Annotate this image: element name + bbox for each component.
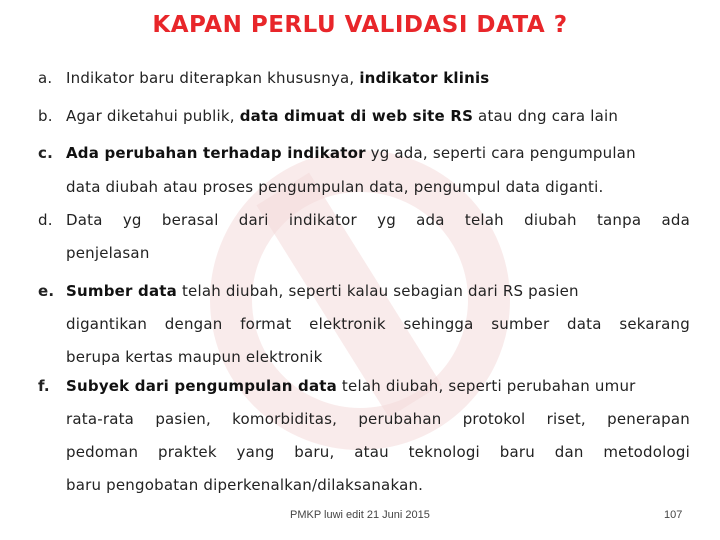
list-item-d — [38, 210, 690, 263]
item-text: telah diubah, seperti perubahan umur — [336, 377, 636, 395]
item-bold-text: Subyek dari pengumpulan data — [66, 377, 337, 395]
page-number: 107 — [664, 509, 683, 521]
item-bold-text: Ada perubahan terhadap indikator — [66, 144, 366, 162]
footer-source: PMKP luwi edit 21 Juni 2015 — [290, 509, 430, 521]
list-item-b — [38, 106, 690, 126]
item-text: atau dng cara lain — [473, 107, 619, 125]
item-line: rata-rata pasien, komorbiditas, perubahan protokol riset, penerapan — [66, 410, 690, 428]
item-line: Data yg berasal dari indikator yg ada telah diubah tanpa ada — [66, 211, 690, 229]
item-line: data diubah atau proses pengumpulan data, pengumpul data diganti. — [66, 178, 604, 196]
item-text: Agar diketahui publik, — [66, 107, 240, 125]
list-marker: e. — [38, 282, 55, 300]
list-item-c — [38, 143, 690, 197]
item-text: yg ada, seperti cara pengumpulan — [365, 144, 636, 162]
item-bold-text: indikator klinis — [359, 69, 490, 87]
item-line: penjelasan — [66, 244, 150, 262]
list-marker: f. — [38, 377, 50, 395]
item-line: pedoman praktek yang baru, atau teknologi baru dan metodologi — [66, 443, 690, 461]
list-item-f — [38, 376, 690, 495]
item-line: berupa kertas maupun elektronik — [66, 348, 323, 366]
list-marker: d. — [38, 211, 53, 229]
item-line: baru pengobatan diperkenalkan/dilaksanakan. — [66, 476, 424, 494]
list-item-a — [38, 68, 690, 88]
item-text: Indikator baru diterapkan khususnya, — [66, 69, 360, 87]
list-item-e — [38, 281, 690, 367]
list-marker: c. — [38, 144, 53, 162]
item-bold-text: data dimuat di web site RS — [239, 107, 474, 125]
slide-title: KAPAN PERLU VALIDASI DATA ? — [152, 12, 568, 38]
item-text: telah diubah, seperti kalau sebagian dari RS pasien — [177, 282, 579, 300]
list-marker: b. — [38, 107, 53, 125]
item-bold-text: Sumber data — [66, 282, 177, 300]
list-marker: a. — [38, 69, 53, 87]
item-line: digantikan dengan format elektronik sehingga sumber data sekarang — [66, 315, 690, 333]
